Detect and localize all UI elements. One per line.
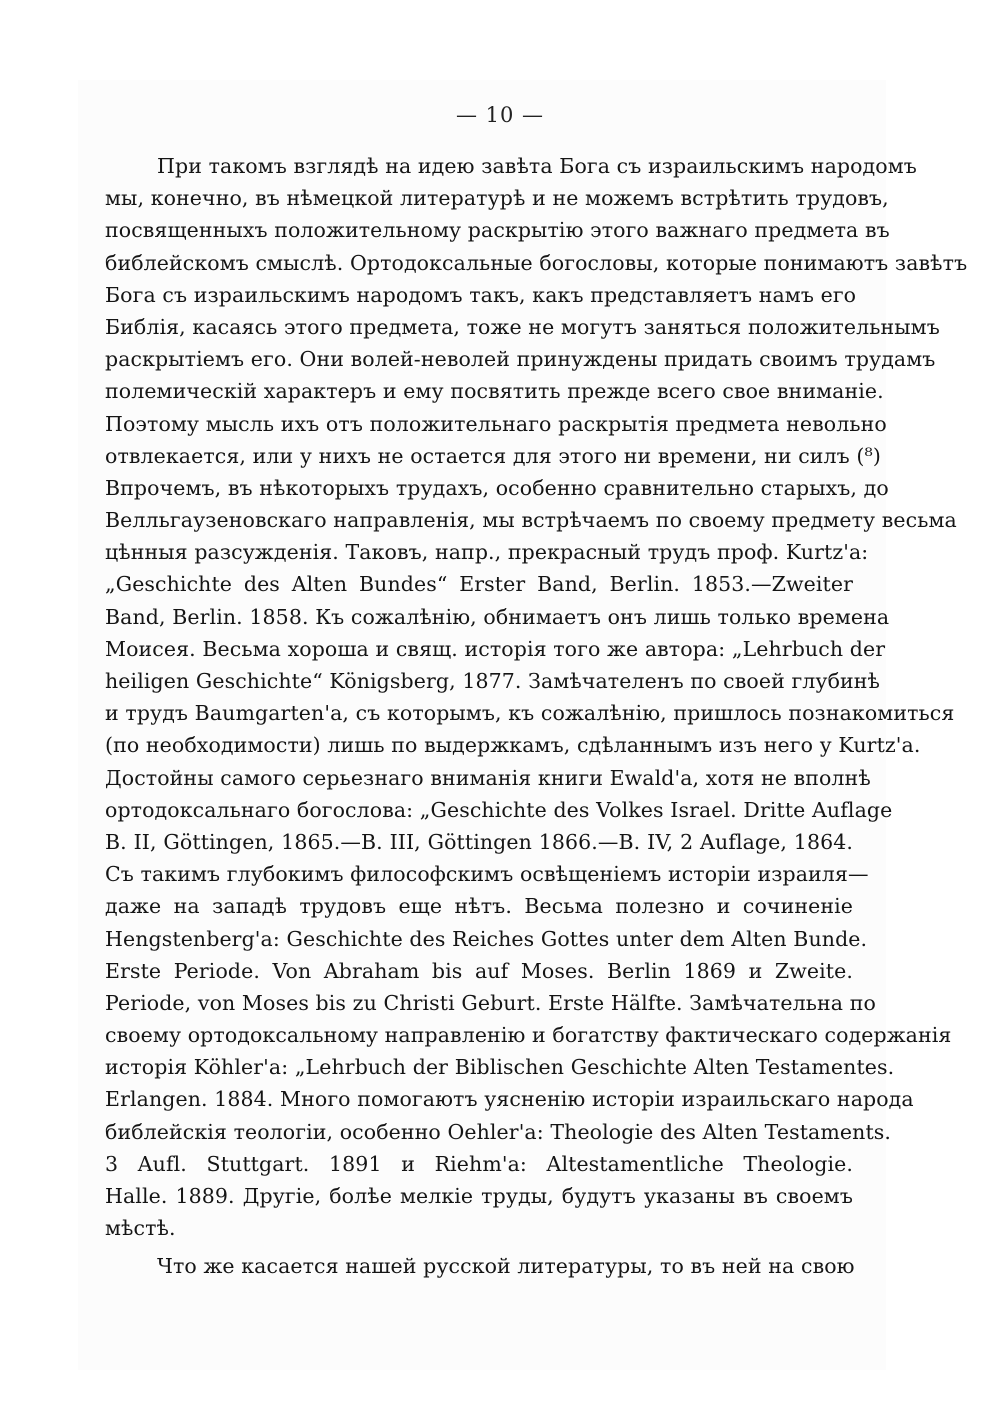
text-line: (по необходимости) лишь по выдержкамъ, сдѣланнымъ изъ него у Kurtz'a. (105, 733, 921, 758)
text-line: B. II, Göttingen, 1865.—B. III, Göttingen 1866.—B. IV, 2 Auflage, 1864. (105, 829, 853, 854)
text-line: heiligen Geschichte“ Königsberg, 1877. Замѣчателенъ по своей глубинѣ (105, 669, 880, 693)
text-line: Periode, von Moses bis zu Christi Geburt. Erste Hälfte. Замѣчательна по (105, 990, 876, 1015)
text-line: Моисея. Весьма хороша и свящ. исторiя того же автора: „Lehrbuch der (105, 636, 886, 661)
text-line: „Geschichte des Alten Bundes“ Erster Band, Berlin. 1853.—Zweiter (105, 572, 853, 597)
text-line: Halle. 1889. Другiе, болѣе мелкiе труды, будутъ указаны въ своемъ (105, 1184, 853, 1208)
text-line: Библiя, касаясь этого предмета, тоже не могутъ заняться положительнымъ (105, 314, 940, 339)
text-line: и трудъ Baumgarten'a, съ которымъ, къ сожалѣнiю, пришлось познакомиться (105, 701, 955, 726)
text-line: Hengstenberg'a: Geschichte des Reiches Gottes unter dem Alten Bunde. (105, 926, 868, 951)
text-line: раскрытiемъ его. Они волей-неволей принуждены придать своимъ трудамъ (105, 347, 936, 372)
text-line: 3 Aufl. Stuttgart. 1891 и Riehm'a: Altestamentliche Theologie. (105, 1151, 853, 1176)
text-line: Что же касается нашей русской литературы, то въ ней на свою (157, 1254, 855, 1279)
text-line: Band, Berlin. 1858. Къ сожалѣнiю, обнимаетъ онъ лишь только времена (105, 604, 890, 629)
page-number: — 10 — (455, 103, 545, 127)
paragraph (105, 150, 968, 1244)
text-line: цѣнныя разсужденiя. Таковъ, напр., прекрасный трудъ проф. Kurtz'a: (105, 540, 869, 565)
text-line: Бога съ израильскимъ народомъ такъ, какъ представляетъ намъ его (105, 282, 857, 307)
text-line: мѣстѣ. (105, 1216, 176, 1241)
text-line: отвлекается, или у нихъ не остается для этого ни времени, ни силъ (⁸) (105, 443, 881, 468)
text-line: Erlangen. 1884. Много помогаютъ уясненiю исторiи израильскаго народа (105, 1087, 914, 1112)
text-line: исторiя Köhler'a: „Lehrbuch der Biblischen Geschichte Alten Testamentes. (105, 1055, 895, 1080)
text-line: Впрочемъ, въ нѣкоторыхъ трудахъ, особенно сравнительно старыхъ, до (105, 475, 889, 500)
text-line: Велльгаузеновскаго направленiя, мы встрѣчаемъ по своему предмету весьма (105, 508, 957, 533)
text-line: ортодоксальнаго богослова: „Geschichte des Volkes Israel. Dritte Auflage (105, 797, 893, 822)
text-line: мы, конечно, въ нѣмецкой литературѣ и не можемъ встрѣтить трудовъ, (105, 186, 889, 211)
text-line: своему ортодоксальному направленiю и богатству фактическаго содержанiя (105, 1023, 952, 1048)
text-line: библейскомъ смыслѣ. Ортодоксальные богословы, которые понимаютъ завѣтъ (105, 250, 968, 275)
text-line: При такомъ взглядѣ на идею завѣта Бога съ израильскимъ народомъ (157, 154, 917, 178)
text-line: библейскiя теологiи, особенно Oehler'a: Theologie des Alten Testaments. (105, 1119, 892, 1144)
text-line: Поэтому мысль ихъ отъ положительнаго раскрытiя предмета невольно (105, 411, 887, 436)
text-line: Съ такимъ глубокимъ философскимъ освѣщенiемъ исторiи израиля— (105, 862, 869, 887)
text-line: Достойны самого серьезнаго вниманiя книги Ewald'a, хотя не вполнѣ (105, 765, 871, 790)
text-line: даже на западѣ трудовъ еще нѣтъ. Весьма полезно и сочиненiе (105, 894, 853, 919)
text-line: полемическiй характеръ и ему посвятить прежде всего свое вниманiе. (105, 379, 884, 404)
body-text (105, 150, 968, 1283)
paragraph (105, 1250, 853, 1282)
text-line: посвященныхъ положительному раскрытiю этого важнаго предмета въ (105, 218, 890, 243)
text-line: Erste Periode. Von Abraham bis auf Moses. Berlin 1869 и Zweite. (105, 958, 853, 983)
